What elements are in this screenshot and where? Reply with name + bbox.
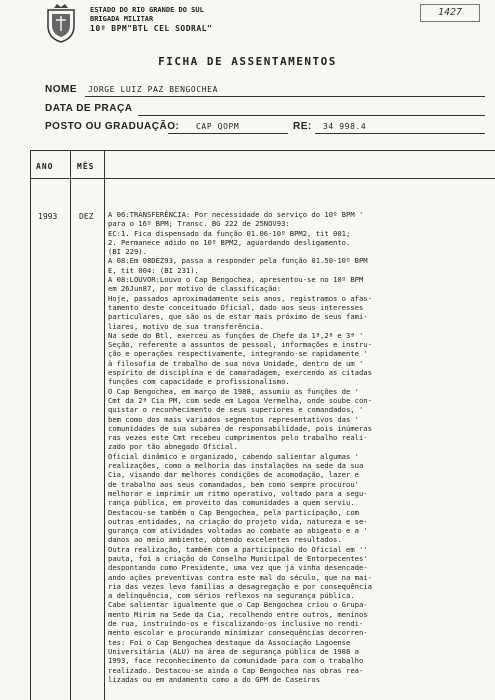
coat-of-arms-icon	[44, 4, 78, 44]
entry-text-line: tes: Foi o Cap Bengochea destaque da Associação Lagoense	[108, 637, 351, 647]
entry-text-line: (BI 229).	[108, 247, 147, 257]
entry-text-line: Universitária (ALU) na área de segurança pública de 1988 a	[108, 646, 359, 656]
re-label: RE:	[293, 121, 312, 132]
entry-text-line: lizadas ou em andamento como a do GPM de Caseiros	[108, 674, 321, 684]
entry-text-line: espírito de disciplina e de camaradagem, exercendo as citadas	[108, 368, 372, 378]
entry-text-line: mento escolar e procurando minimizar consequências decorren-	[108, 628, 368, 638]
entry-text-line: ria das vezes leva famílias a desagregação e por consequência	[108, 581, 372, 591]
document-title: FICHA DE ASSENTAMENTOS	[158, 55, 337, 68]
entry-text-line: realizações, como a melhoria das instalações na sede da sua	[108, 461, 364, 471]
re-underline	[315, 133, 485, 134]
nome-label: NOME	[45, 84, 77, 95]
header-unit: 10º BPM"BTL CEL SODRAL"	[90, 24, 213, 33]
entry-text-line: quistar o reconhecimento de seus superiores e comandados, '	[108, 405, 364, 415]
entry-text-line: em 26Jun87, por motivo de classificação:	[108, 284, 282, 294]
entry-text-line: tamento deste conceituado Oficial, dado aos seus interesses	[108, 302, 364, 312]
col-ano-header: ANO	[36, 162, 54, 171]
entry-text-line: despontando como Presidente, uma vez que já vinha desencade-	[108, 563, 368, 573]
posto-underline	[168, 133, 288, 134]
entry-text-line: realizado. Destacou-se ainda o Cap Bengochea nas obras rea-	[108, 665, 364, 675]
entry-text-line: Outra realização, também com a participação do Oficial em ''	[108, 544, 368, 554]
posto-label: POSTO OU GRADUAÇÃO:	[45, 121, 180, 132]
entry-text-line: de rua, instruindo-os e fiscalizando-os inclusive no rendi-	[108, 619, 364, 629]
table-top-rule	[30, 150, 495, 151]
entry-text-line: 1993, face reconhecimento da comunidade para com o trabalho	[108, 656, 364, 666]
page-number-stamp: 1427	[420, 4, 480, 22]
entry-text-line: ras vezes este Cmt recebeu cumprimentos pelo trabalho reali-	[108, 433, 368, 443]
entry-text-line: A 08:LOUVOR:Louvo o Cap Bengochea, apresentou-se no 10º BPM	[108, 275, 364, 285]
entry-text-line: zado por tão abnegado Oficial.	[108, 442, 238, 452]
entry-text-line: comunidades de sua subárea de responsabilidade, pois inúmeras	[108, 423, 372, 433]
entry-text-line: melhorar e imprimir um ritmo operativo, voltado para a segu-	[108, 488, 368, 498]
entry-text-line: gurança com atividades voltadas ao combate ao abigeato e a '	[108, 526, 368, 536]
entry-text-line: A 08:Em 08DEZ93, passa a responder pela função 01.50-10º BPM	[108, 256, 368, 266]
table-left-border	[30, 150, 31, 700]
entry-text-line: Oficial dinâmico e organizado, cabendo salientar algumas '	[108, 451, 359, 461]
nome-underline	[85, 96, 485, 97]
entry-year: 1993	[38, 212, 58, 221]
posto-value: CAP QOPM	[196, 122, 240, 131]
entry-text-line: Destacou-se também o Cap Bengochea, pela participação, com	[108, 507, 359, 517]
entry-text-line: Seção, referente a assuntos de pessoal, informações e instru-	[108, 340, 372, 350]
entry-text-line: danos ao meio ambiente, obtendo excelentes resultados.	[108, 535, 342, 545]
header-org: BRIGADA MILITAR	[90, 15, 154, 23]
entry-text-line: à filosofia de trabalho de sua nova Unidade, dentro de um '	[108, 358, 364, 368]
entry-text-line: O Cap Bengochea, em março de 1988, assumiu as funções de '	[108, 386, 359, 396]
table-header-rule	[30, 178, 495, 179]
col-mes-header: MÊS	[77, 162, 95, 171]
header-state: ESTADO DO RIO GRANDE DO SUL	[90, 6, 204, 14]
entry-text-line: particulares, que são os de estar mais próximo de seus fami-	[108, 312, 368, 322]
entry-text-line: mento Mirim na Sede da Cia, recolhendo entre outros, meninos	[108, 609, 368, 619]
entry-text-line: bem como dos mais variados segmentos representativos das '	[108, 414, 359, 424]
table-ano-divider	[70, 150, 71, 700]
entry-text-line: pauta, foi a criação do Conselho Municipal de Entorpecentes'	[108, 553, 368, 563]
entry-text-line: 2. Permanece adido no 10º BPM2, aguardando desligamento.	[108, 237, 351, 247]
data-praca-underline	[138, 115, 485, 116]
table-mes-divider	[104, 150, 105, 700]
entry-text-line: ando ações preventivas contra este mal do século, que na mai-	[108, 572, 372, 582]
entry-text-line: Cmt da 2ª Cia PM, com sede em Lagoa Vermelha, onde soube con-	[108, 395, 372, 405]
entry-text	[108, 210, 492, 684]
entry-text-line: A 06:TRANSFERÊNCIA: Por necessidade do serviço do 10º BPM '	[108, 210, 364, 219]
entry-text-line: liares, motivo de sua transferência.	[108, 321, 264, 331]
entry-text-line: funções com capacidade e profissionalismo.	[108, 377, 290, 387]
entry-text-line: outras entidades, na criação do projeto vida, natureza e se-	[108, 516, 368, 526]
entry-text-line: ção e operações respectivamente, integrando-se rapidamente '	[108, 349, 368, 359]
entry-text-line: EC:1. Fica dispensado da função 01.06-10º BPM2, tit 001;	[108, 228, 351, 238]
nome-value: JORGE LUIZ PAZ BENGOCHEA	[88, 85, 218, 94]
re-value: 34 998.4	[323, 122, 367, 131]
entry-text-line: a delinquência, com sérios reflexos na segurança pública.	[108, 591, 355, 601]
entry-text-line: Hoje, passados aproximadamente seis anos, registramos o afas-	[108, 293, 372, 303]
entry-text-line: Cia, visando dar melhores condições de acomodação, lazer e	[108, 470, 359, 480]
entry-text-line: de trabalho aos seus comandados, bem como sempre procurou'	[108, 479, 359, 489]
entry-text-line: Na sede do Btl, exerceu as funções de Chefe da 1ª,2ª e 3ª '	[108, 330, 364, 340]
data-praca-label: DATA DE PRAÇA	[45, 103, 133, 114]
entry-text-line: rança pública, em proveito das comunidades a quem serviu.	[108, 498, 355, 508]
entry-text-line: E, tit 004: (BI 231).	[108, 265, 199, 275]
entry-text-line: para o 16º BPM; Transc. BG 222 de 25NOV93:	[108, 219, 290, 229]
entry-month: DEZ	[79, 212, 94, 221]
entry-text-line: Cabe salientar igualmente que o Cap Bengochea criou o Grupa-	[108, 600, 368, 610]
